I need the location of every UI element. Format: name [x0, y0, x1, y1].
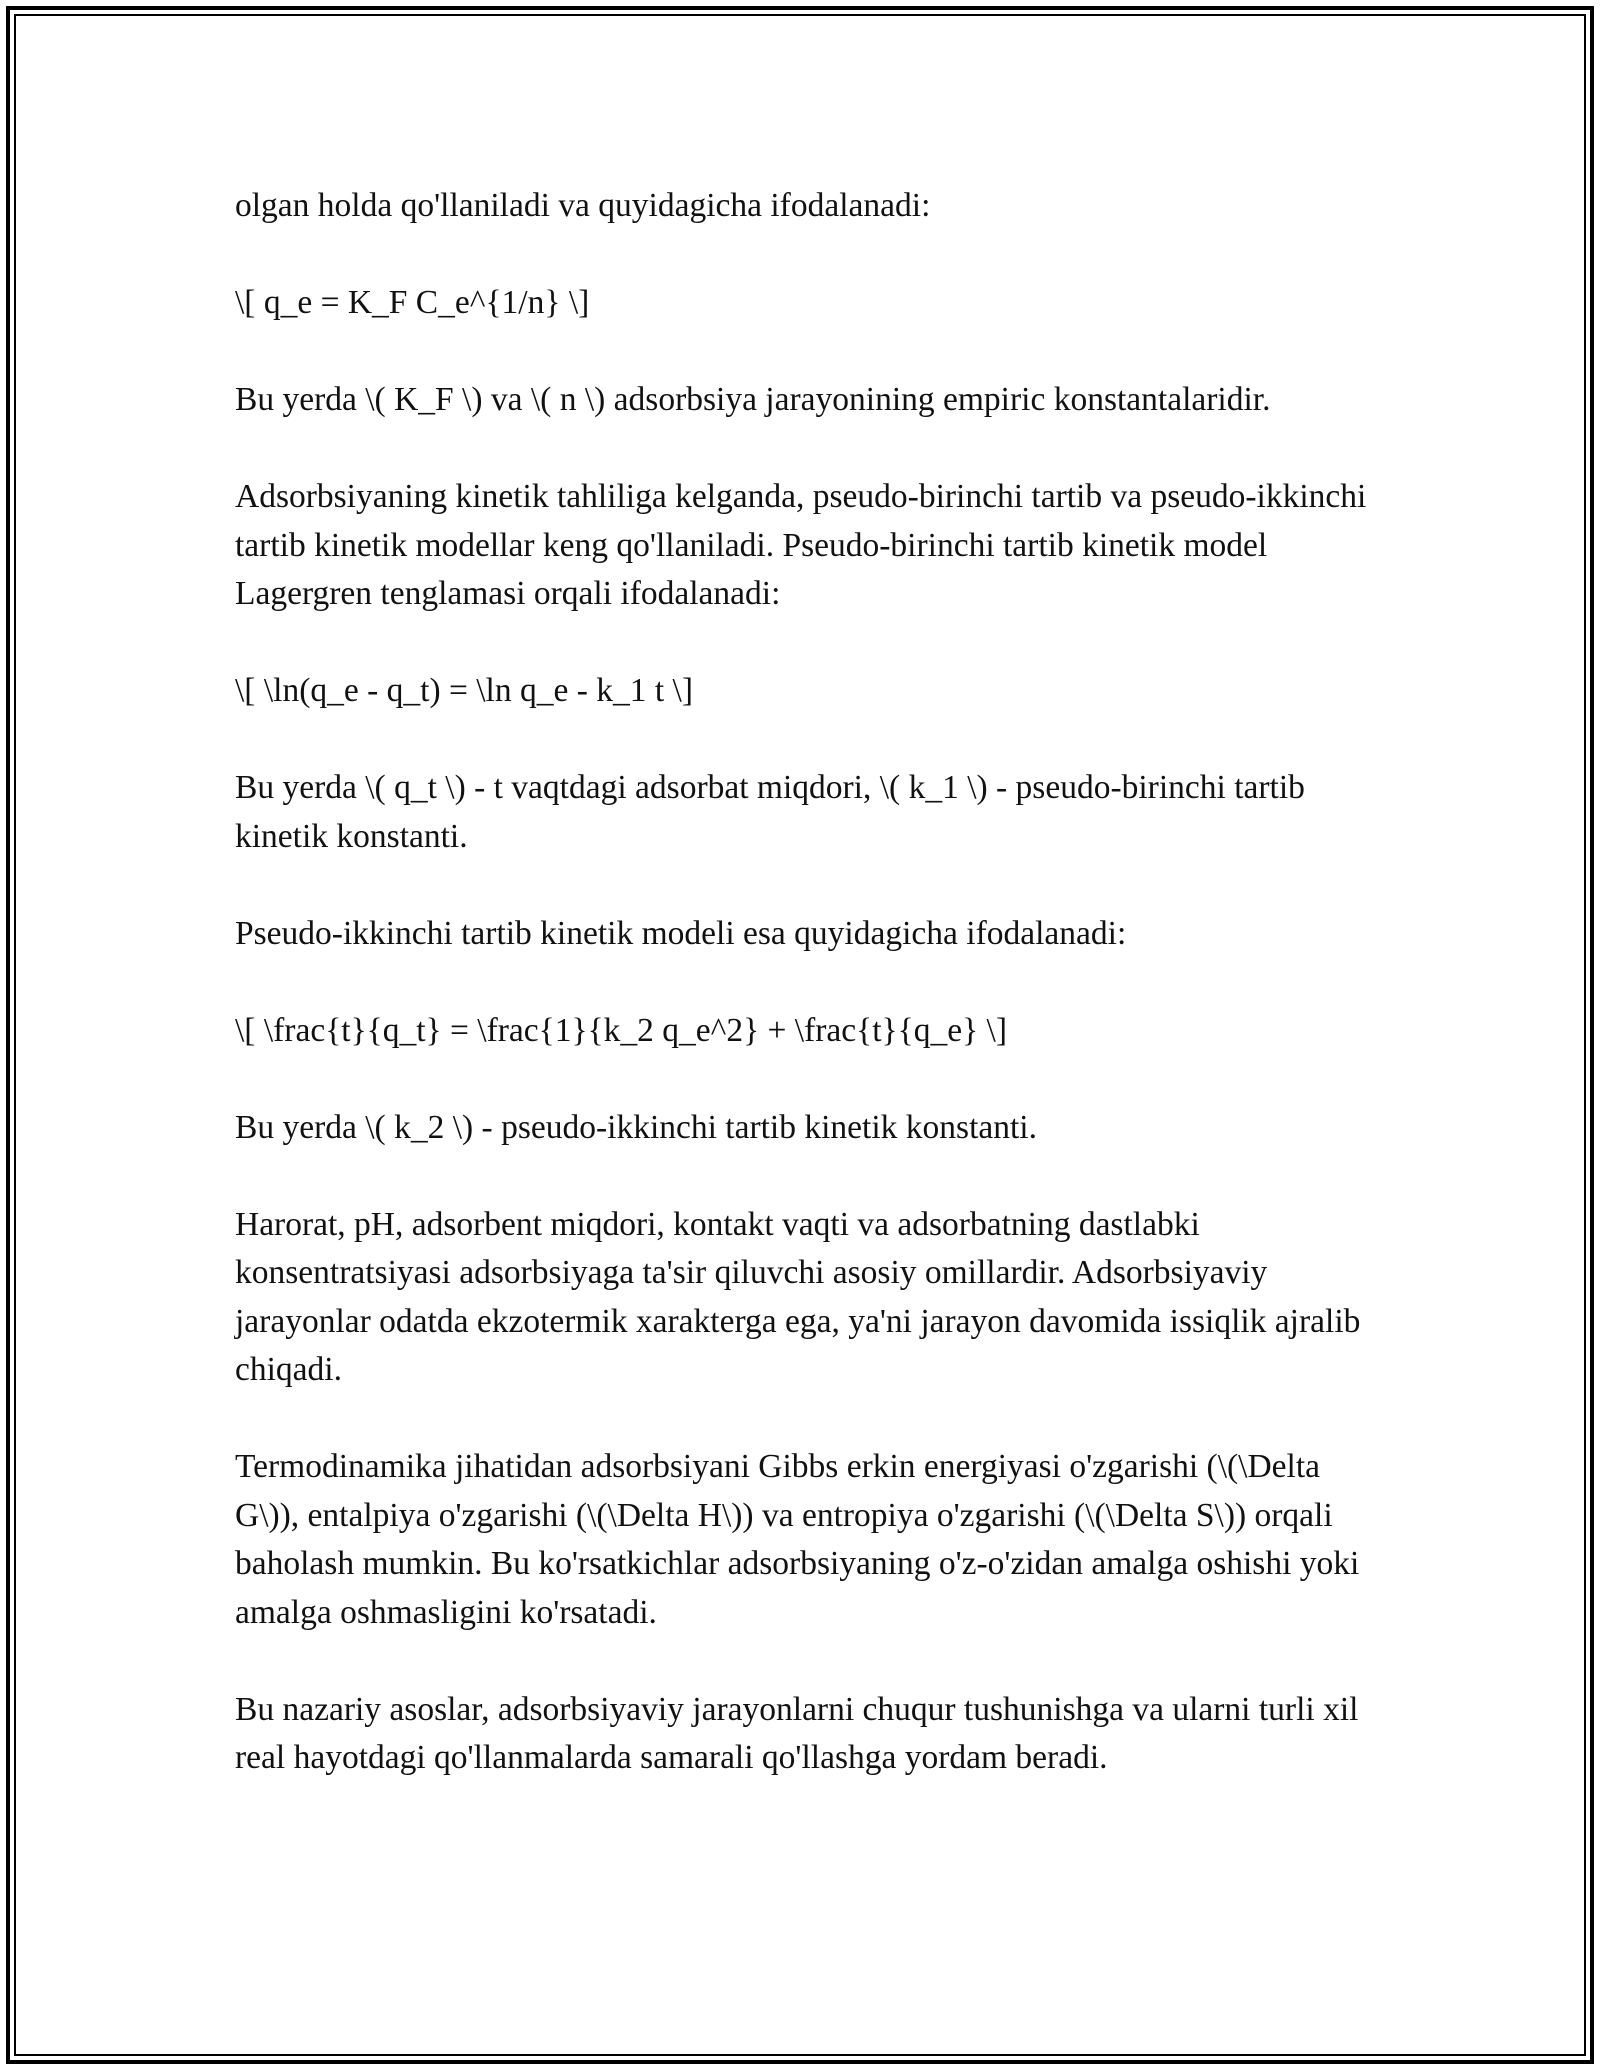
paragraph-pseudo-first-order-terms: Bu yerda \( q_t \) - t vaqtdagi adsorbat miqdori, \( k_1 \) - pseudo-birinchi tartib kinetik konstanti.: [235, 769, 1305, 855]
paragraph-thermodynamics: Termodinamika jihatidan adsorbsiyani Gibbs erkin energiyasi o'zgarishi (\(\Delta G\)), entalpiya o'zgarishi (\(\Delta H\)) va entropiya o'zgarishi (\(\Delta S\)) orqali baholash mumkin. Bu ko'rsatkichlar adsorbsiyaning o'z-o'zidan amalga oshishi yoki amalga oshmasligini ko'rsatadi.: [235, 1448, 1360, 1631]
paragraph-conclusion: Bu nazariy asoslar, adsorbsiyaviy jarayonlarni chuqur tushunishga va ularni turli xil real hayotdagi qo'llanmalarda samarali qo'llashga yordam beradi.: [235, 1690, 1359, 1776]
document-body: [235, 182, 1375, 1831]
equation-pseudo-first-order: \[ \ln(q_e - q_t) = \ln q_e - k_1 t \]: [235, 672, 694, 709]
equation-pseudo-second-order: \[ \frac{t}{q_t} = \frac{1}{k_2 q_e^2} + \frac{t}{q_e} \]: [235, 1011, 1007, 1049]
paragraph-pseudo-second-order-intro: Pseudo-ikkinchi tartib kinetik modeli esa quyidagicha ifodalanadi:: [235, 914, 1127, 952]
paragraph-kinetic-models: Adsorbsiyaning kinetik tahliliga kelganda, pseudo-birinchi tartib va pseudo-ikkinchi tartib kinetik modellar keng qo'llaniladi. Pseudo-birinchi tartib kinetik model Lagergren tenglamasi orqali ifodalanadi:: [235, 478, 1367, 612]
equation-freundlich: \[ q_e = K_F C_e^{1/n} \]: [235, 284, 590, 321]
paragraph-influencing-factors: Harorat, pH, adsorbent miqdori, kontakt vaqti va adsorbatning dastlabki konsentratsiyasi adsorbsiyaga ta'sir qiluvchi asosiy omillardir. Adsorbsiyaviy jarayonlar odatda ekzotermik xarakterga ega, ya'ni jarayon davomida issiqlik ajralib chiqadi.: [235, 1205, 1361, 1388]
paragraph-freundlich-constants: Bu yerda \( K_F \) va \( n \) adsorbsiya jarayonining empiric konstantalaridir.: [235, 381, 1271, 418]
paragraph-pseudo-second-order-constant: Bu yerda \( k_2 \) - pseudo-ikkinchi tartib kinetik konstanti.: [235, 1108, 1037, 1146]
paragraph-intro-continuation: olgan holda qo'llaniladi va quyidagicha ifodalanadi:: [235, 187, 931, 224]
